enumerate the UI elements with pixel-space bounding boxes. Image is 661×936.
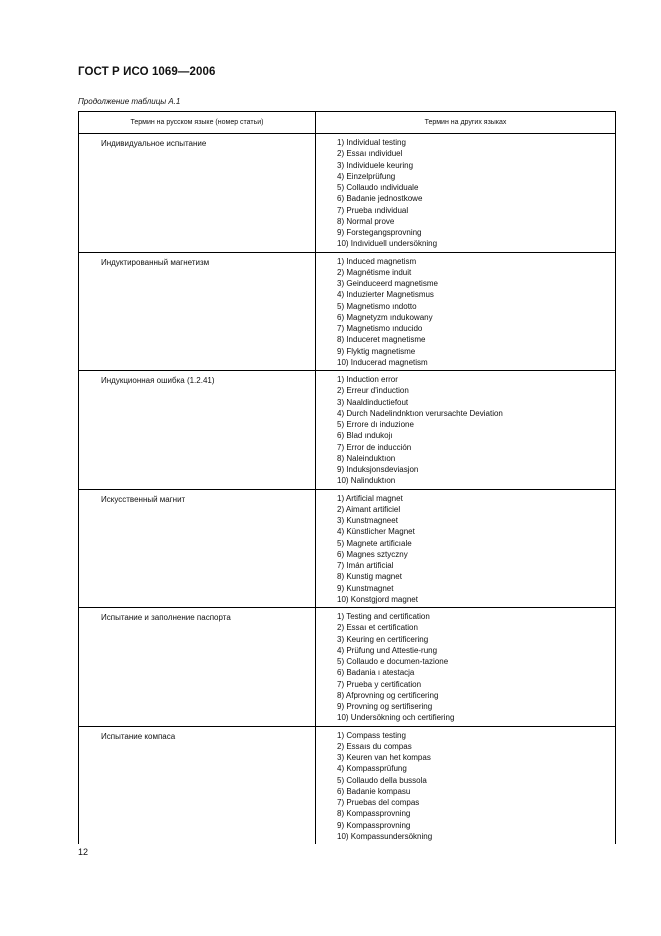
translation-item: 1) Individual testing xyxy=(337,138,406,147)
translation-item: 3) Individuele keuring xyxy=(337,160,414,170)
translation-item: 3) Naaldinductiefout xyxy=(337,397,409,407)
translation-item: 10) Undersökning och certifiering xyxy=(337,713,455,723)
translation-item: 8) Normal prove xyxy=(337,216,395,226)
terms-table xyxy=(78,111,615,844)
translation-item: 6) Badanie jednostkowe xyxy=(337,194,423,204)
translation-item: 10) Indıviduell undersökning xyxy=(337,239,438,249)
translation-item: 5) Collaudo ındividuale xyxy=(337,183,419,192)
translation-item: 2) Essaıs du compas xyxy=(337,741,412,751)
translation-item: 1) Artificial magnet xyxy=(337,493,403,503)
translation-item: 1) Testing and certification xyxy=(337,612,430,621)
translation-item: 7) Imán artificial xyxy=(337,561,394,570)
table-header-row xyxy=(79,112,616,134)
translations-cell xyxy=(316,252,616,371)
translation-item: 8) Kunstig magnet xyxy=(337,572,402,582)
translation-item: 2) Essaı et certification xyxy=(337,623,418,633)
translation-item: 6) Badania ı atestacja xyxy=(337,668,415,678)
translation-item: 10) Konstgjord magnet xyxy=(337,594,418,604)
translations-cell xyxy=(316,608,616,727)
translation-item: 8) Naleinduktıon xyxy=(337,453,396,463)
translation-item: 6) Badanie kompasu xyxy=(337,786,411,796)
translation-item: 4) Induzierter Magnetismus xyxy=(337,290,434,300)
russian-term: Испытание компаса xyxy=(79,726,316,844)
translation-item: 10) Kompassundersökning xyxy=(337,831,433,841)
translation-item: 10) Nalinduktıon xyxy=(337,476,396,486)
translation-item: 9) Flyktig magnetisme xyxy=(337,346,416,356)
column-header-other-languages: Термин на других языках xyxy=(316,112,616,134)
translation-item: 9) Forstegangsprovning xyxy=(337,228,422,237)
translations-cell xyxy=(316,134,616,253)
translation-item: 4) Prüfung und Attestie-rung xyxy=(337,645,438,655)
table-row xyxy=(79,726,616,844)
translation-item: 3) Keuren van het kompas xyxy=(337,753,431,762)
translations-cell xyxy=(316,371,616,490)
column-header-russian: Термин на русском языке (номер статьи) xyxy=(79,112,316,134)
translation-item: 8) Kompassprovning xyxy=(337,809,411,819)
translation-item: 8) Afprovning og certificering xyxy=(337,690,439,700)
translation-item: 3) Geinduceerd magnetisme xyxy=(337,279,438,288)
translation-item: 7) Pruebas del compas xyxy=(337,798,420,807)
table-caption: Продолжение таблицы А.1 xyxy=(78,97,181,106)
translation-item: 3) Keuring en certificering xyxy=(337,634,429,644)
translation-item: 7) Prueba ındividual xyxy=(337,205,409,215)
translation-item: 9) Kompassprovning xyxy=(337,820,411,830)
document-header: ГОСТ Р ИСО 1069—2006 xyxy=(78,66,216,78)
translation-item: 7) Error de inducción xyxy=(337,442,412,452)
translation-item: 8) Induceret magnetisme xyxy=(337,335,426,345)
translation-item: 9) Provning og sertifisering xyxy=(337,702,433,711)
table-row xyxy=(79,489,616,608)
translations-cell xyxy=(316,489,616,608)
translation-item: 5) Collaudo e documen-tazione xyxy=(337,657,449,666)
translation-item: 6) Magnes sztyczny xyxy=(337,549,408,559)
translation-item: 2) Magnétisme induit xyxy=(337,267,412,277)
translation-item: 1) Induction error xyxy=(337,375,398,384)
translation-item: 7) Prueba y certification xyxy=(337,679,422,689)
translation-item: 4) Kompassprüfung xyxy=(337,764,407,774)
translation-item: 6) Magnetyzm ındukowany xyxy=(337,312,433,322)
translation-item: 6) Blad ındukojı xyxy=(337,431,393,441)
translation-item: 4) Künstlicher Magnet xyxy=(337,527,415,537)
translation-item: 2) Aimant artificiel xyxy=(337,504,401,514)
translation-item: 2) Essaı ındividuel xyxy=(337,149,403,159)
translation-item: 5) Collaudo della bussola xyxy=(337,775,427,785)
translation-item: 5) Errore dı induzione xyxy=(337,420,414,429)
translation-item: 9) Kunstmagnet xyxy=(337,583,394,593)
translation-item: 4) Einzelprüfung xyxy=(337,171,396,181)
russian-term: Индукционная ошибка (1.2.41) xyxy=(79,371,316,490)
page-number: 12 xyxy=(78,847,89,857)
table-row xyxy=(79,252,616,371)
translation-item: 3) Kunstmagneet xyxy=(337,516,398,525)
table-row xyxy=(79,134,616,253)
translation-item: 7) Magnetismo ınducido xyxy=(337,324,423,333)
russian-term: Индивидуальное испытание xyxy=(79,134,316,253)
russian-term: Искусственный магнит xyxy=(79,489,316,608)
translation-item: 5) Magnetismo ındotto xyxy=(337,301,417,311)
translation-item: 1) Compass testing xyxy=(337,730,406,740)
table-row xyxy=(79,608,616,727)
translation-item: 5) Magnete artificıale xyxy=(337,538,412,548)
russian-term: Индуктированный магнетизм xyxy=(79,252,316,371)
translation-item: 2) Erreur d'induction xyxy=(337,386,409,396)
translation-item: 1) Induced magnetism xyxy=(337,256,417,266)
translation-item: 10) Inducerad magnetism xyxy=(337,357,428,367)
russian-term: Испытание и заполнение паспорта xyxy=(79,608,316,727)
translation-item: 9) Induksjonsdeviasjon xyxy=(337,465,419,474)
translation-item: 4) Durch Nadelindnktıon verursachte Deviation xyxy=(337,408,503,418)
table-row xyxy=(79,371,616,490)
translations-cell xyxy=(316,726,616,844)
